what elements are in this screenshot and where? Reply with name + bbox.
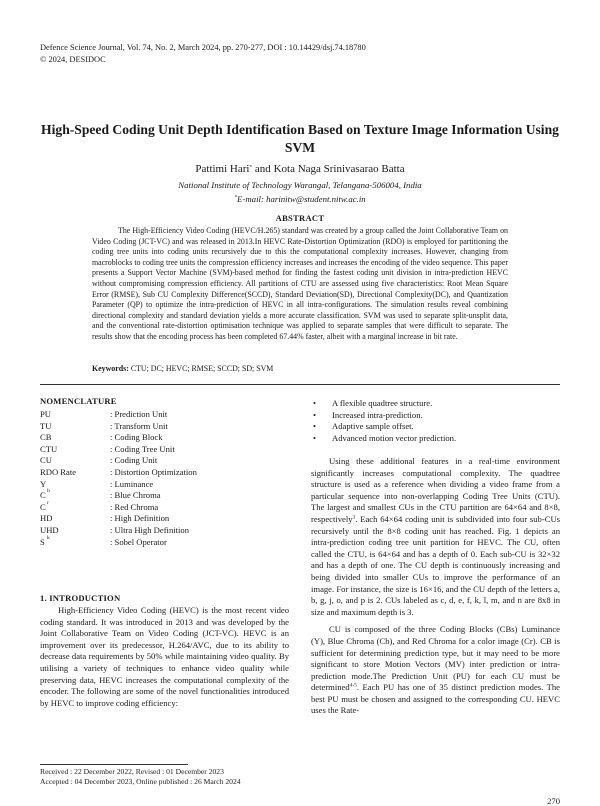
footnote-divider (40, 764, 188, 765)
nomenclature-term: RDO Rate (40, 466, 77, 477)
nomenclature-definition: : High Definition (110, 513, 170, 524)
nomenclature-definition: : Coding Block (110, 432, 163, 443)
nomenclature-row: S k : Sobel Operator (40, 534, 167, 547)
nomenclature-row (40, 467, 290, 479)
nomenclature-row (40, 525, 290, 537)
nomenclature-row (40, 421, 290, 433)
accepted-dates: Accepted : 04 December 2023, Online published : 26 March 2024 (40, 777, 241, 786)
nomenclature-row (40, 513, 290, 525)
nomenclature-heading: NOMENCLATURE (40, 396, 117, 406)
feature-bullet-list (311, 398, 560, 444)
nomenclature-definition: : Blue Chroma (110, 490, 161, 501)
author-list (40, 162, 560, 176)
paper-title: High-Speed Coding Unit Depth Identification Based on Texture Image Information Using SVM (41, 122, 559, 155)
email-address[interactable]: harinitw@student.nitw.ac.in (266, 194, 366, 204)
email-label: E-mail: (237, 194, 267, 204)
journal-header (40, 42, 366, 66)
journal-citation: Defence Science Journal, Vol. 74, No. 2, March 2024, pp. 270-277, DOI : 10.14429/dsj.74.18780 (40, 43, 366, 52)
abstract-text: The High-Efficiency Video Coding (HEVC/H.265) standard was created by a group called the Joint Collaborative Team on Video Coding (JCT-VC) and was released in 2013.In HEVC Rate-Distortion Optimization (RDO) is employed for partitioning the coding tree units into coding units recursively due to this the computational complexity increases. However, changing from macroblocks to coding tree units the compression efficiency increases and increases the encoding of the video sequence. This paper presents a Support Vector Machine (SVM)-based method for finding the fastest coding unit division in intra-prediction HEVC without compromising compression efficiency. All partitions of CTU are assessed using five characteristics: Root Mean Square Error (RMSE), Sub CU Complexity Difference(SCCD), Standard Deviation(SD), Directional Complexity(DC), and Quantization Parameter (QP) to optimize the intra-prediction of HEVC in all intra-configurations. The simulation results reveal combining directional complexity and standard deviation yields a more accurate classification. SVM was used to separate split-unsplit data, and the conventional rate-distortion optimisation technique was applied to separate samples that were difficult to separate. The results show that the encoding process has been completed 67.44% faster, albeit with a marginal increase in bit rate. (92, 226, 508, 341)
copyright-line: © 2024, DESIDOC (40, 55, 106, 64)
bullet-text: Increased intra-prediction. (332, 409, 423, 420)
nomenclature-row: C b : Blue Chroma (40, 488, 161, 501)
page-number: 270 (547, 796, 560, 806)
abstract-heading: ABSTRACT (275, 213, 325, 223)
nomenclature-term: CU (40, 455, 52, 466)
nomenclature-term: CB (40, 432, 52, 443)
abstract-body (92, 226, 508, 343)
nomenclature-term: Y (40, 478, 47, 489)
nomenclature-row (40, 432, 290, 444)
received-dates: Received : 22 December 2022, Revised : 01 December 2023 (40, 767, 224, 776)
publication-dates (40, 767, 241, 787)
author-email (40, 193, 560, 205)
bullet-icon: • (313, 409, 317, 420)
keywords (92, 363, 508, 374)
nomenclature-term: HD (40, 513, 53, 524)
nomenclature-definition: : Ultra High Definition (110, 524, 190, 535)
bullet-text: Adaptive sample offset. (332, 421, 414, 432)
bullet-icon: • (313, 432, 317, 443)
bullet-item (311, 398, 560, 410)
nomenclature-definition: : Distortion Optimization (110, 466, 197, 477)
keywords-label: Keywords: (92, 364, 129, 373)
bullet-text: Advanced motion vector prediction. (332, 432, 457, 443)
nomenclature-term: C (40, 490, 46, 501)
nomenclature-definition: : Sobel Operator (110, 536, 167, 547)
email-mark: * (234, 194, 238, 201)
nomenclature-list (40, 409, 290, 548)
citation-ref: 3 (352, 514, 356, 521)
affiliation: National Institute of Technology Warangal, Telangana-506004, India (178, 180, 422, 190)
nomenclature-term: TU (40, 420, 52, 431)
keywords-list: CTU; DC; HEVC; RMSE; SCCD; SD; SVM (130, 364, 274, 373)
nomenclature-definition: : Red Chroma (110, 501, 159, 512)
bullet-item (311, 433, 560, 445)
nomenclature-definition: : Prediction Unit (110, 409, 168, 419)
bullet-icon: • (313, 421, 317, 432)
corresponding-mark: * (249, 164, 253, 171)
nomenclature-definition: : Coding Unit (110, 455, 158, 466)
nomenclature-row (40, 444, 290, 456)
nomenclature-row: C r : Red Chroma (40, 499, 159, 512)
nomenclature-term: S (40, 536, 45, 547)
citation-ref: 4-5 (349, 682, 357, 689)
bullet-text: A flexible quadtree structure. (332, 398, 433, 408)
introduction-body (40, 605, 289, 709)
author-name: Kota Naga Srinivasarao Batta (273, 163, 405, 175)
right-column-body (311, 456, 560, 717)
introduction-paragraph: High-Efficiency Video Coding (HEVC) is the most recent video coding standard. It was introduced in 2013 and was developed by the Joint Collaborative Team on Video Coding (JCT-VC). HEVC is an improvement over its predecessor, H.264/AVC, due to its ability to decrease data requirements by 50% while maintaining video quality. By utilising a variety of techniques to enhance video quality while preserving data, HEVC increases the computational complexity of the encoder. The following are some of the novel functionalities introduced by HEVC to improve coding efficiency: (40, 605, 289, 708)
nomenclature-term: PU (40, 409, 51, 419)
nomenclature-definition: : Luminance (110, 478, 154, 489)
paragraph-text: . Each PU has one of 35 distinct prediction modes. The best PU must be chosen and assigned to the corresponding CU. HEVC uses the Rate- (311, 682, 560, 716)
nomenclature-term: C (40, 501, 46, 512)
nomenclature-row (40, 409, 290, 421)
paragraph-text: CU is composed of the three Coding Blocks (CBs) Luminance (Y), Blue Chroma (Cb), and Red Chroma for a color image (Cr). CB is sufficient for determining prediction type, but it may need to be more significant to store Motion Vectors (MV) inter prediction or intra-prediction mode.The Prediction Unit (PU) for each CU must be determined (311, 624, 560, 693)
bullet-item (311, 421, 560, 433)
body-paragraph (311, 456, 560, 618)
nomenclature-term: UHD (40, 524, 59, 535)
author-name: Pattimi Hari (195, 163, 250, 175)
nomenclature-definition: : Coding Tree Unit (110, 443, 175, 454)
author-connector: and (252, 163, 274, 175)
paragraph-text: Using these additional features in a real-time environment significantly increases computational complexity. The quadtree structure is used as a reference when dividing a video frame from a particular sequence into non-overlapping Coding Tree Units (CTU). The largest and smallest CUs in the CTU partition are 64×64 and 8×8, respectively (311, 456, 560, 524)
bullet-icon: • (313, 398, 317, 408)
nomenclature-definition: : Transform Unit (110, 420, 168, 431)
nomenclature-term: CTU (40, 443, 58, 454)
body-paragraph (311, 624, 560, 717)
nomenclature-row (40, 479, 290, 491)
paragraph-text: . Each 64×64 coding unit is subdivided into four sub-CUs recursively until the 8×8 coding unit has reached. Fig. 1 depicts an intra-prediction coding tree unit partition for HEVC. The CU, often called the CTU, is 64×64 and has a depth of 0. Each sub-CU is 32×32 and has a depth of one. The CU depth is continuously increasing and being divided into smaller CUs to improve the performance of an image. For instance, the size is 16×16, and the CU depth of the letters a, b, g, j, o, and p is 2. CUs labeled as c, d, e, f, k, l, m, and n are 8x8 in size and maximum depth is 3. (311, 513, 560, 617)
nomenclature-row (40, 455, 290, 467)
bullet-item (311, 410, 560, 422)
section-divider (40, 384, 560, 385)
introduction-heading: 1. INTRODUCTION (40, 593, 121, 603)
